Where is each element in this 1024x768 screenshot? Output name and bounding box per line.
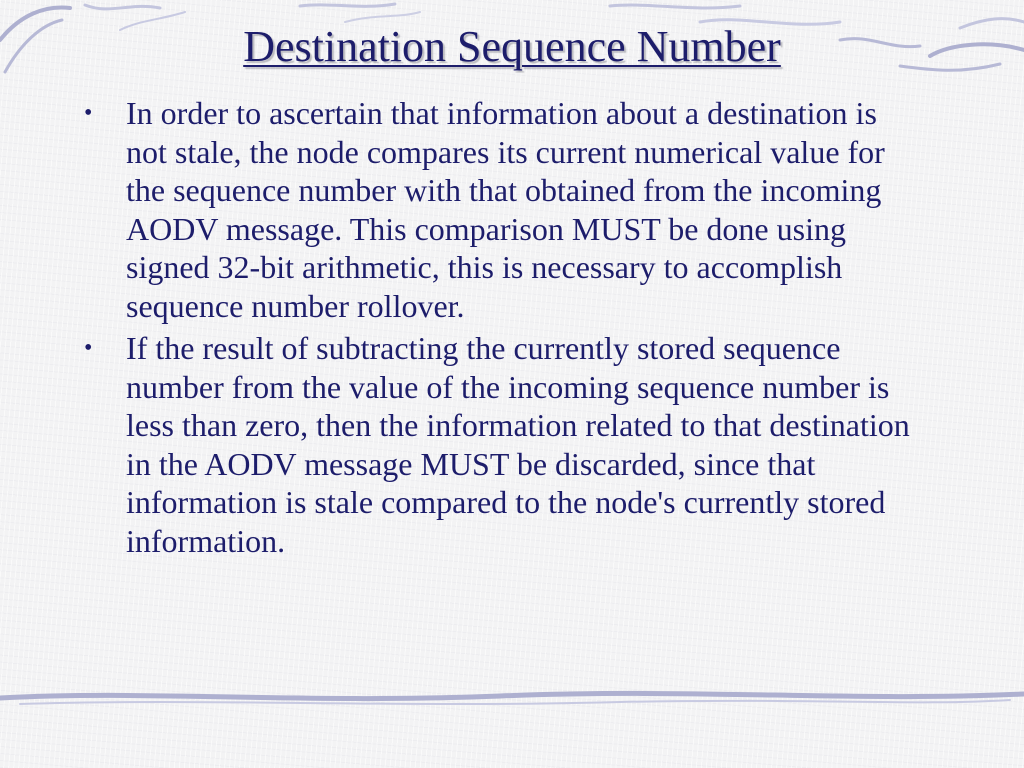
bullet-icon: •: [84, 335, 93, 361]
swirl-stroke: [20, 700, 1010, 704]
bullet-text: If the result of subtracting the currently stored sequence number from the value of the incoming sequence number is less than zero, then the information related to that destination in the AODV message MUST be discarded, since that information is stale compared to the node's currently stored information.: [126, 330, 910, 559]
bullet-text: In order to ascertain that information about a destination is not stale, the node compares its current numerical value for the sequence number with that obtained from the incoming AODV message. This comparison MUST be done using signed 32-bit arithmetic, this is necessary to accomplish sequence number rollover.: [126, 95, 885, 324]
bullet-icon: •: [84, 100, 93, 126]
page-title: Destination Sequence Number: [243, 22, 781, 71]
list-item: [84, 329, 924, 560]
list-item: [84, 94, 924, 325]
bullet-list: [84, 94, 924, 564]
swirl-stroke: [0, 693, 1024, 698]
swirl-stroke: [85, 5, 160, 9]
swirl-stroke: [300, 4, 395, 6]
decorative-swirl-footer: [0, 676, 1024, 716]
swirl-stroke: [610, 5, 740, 8]
